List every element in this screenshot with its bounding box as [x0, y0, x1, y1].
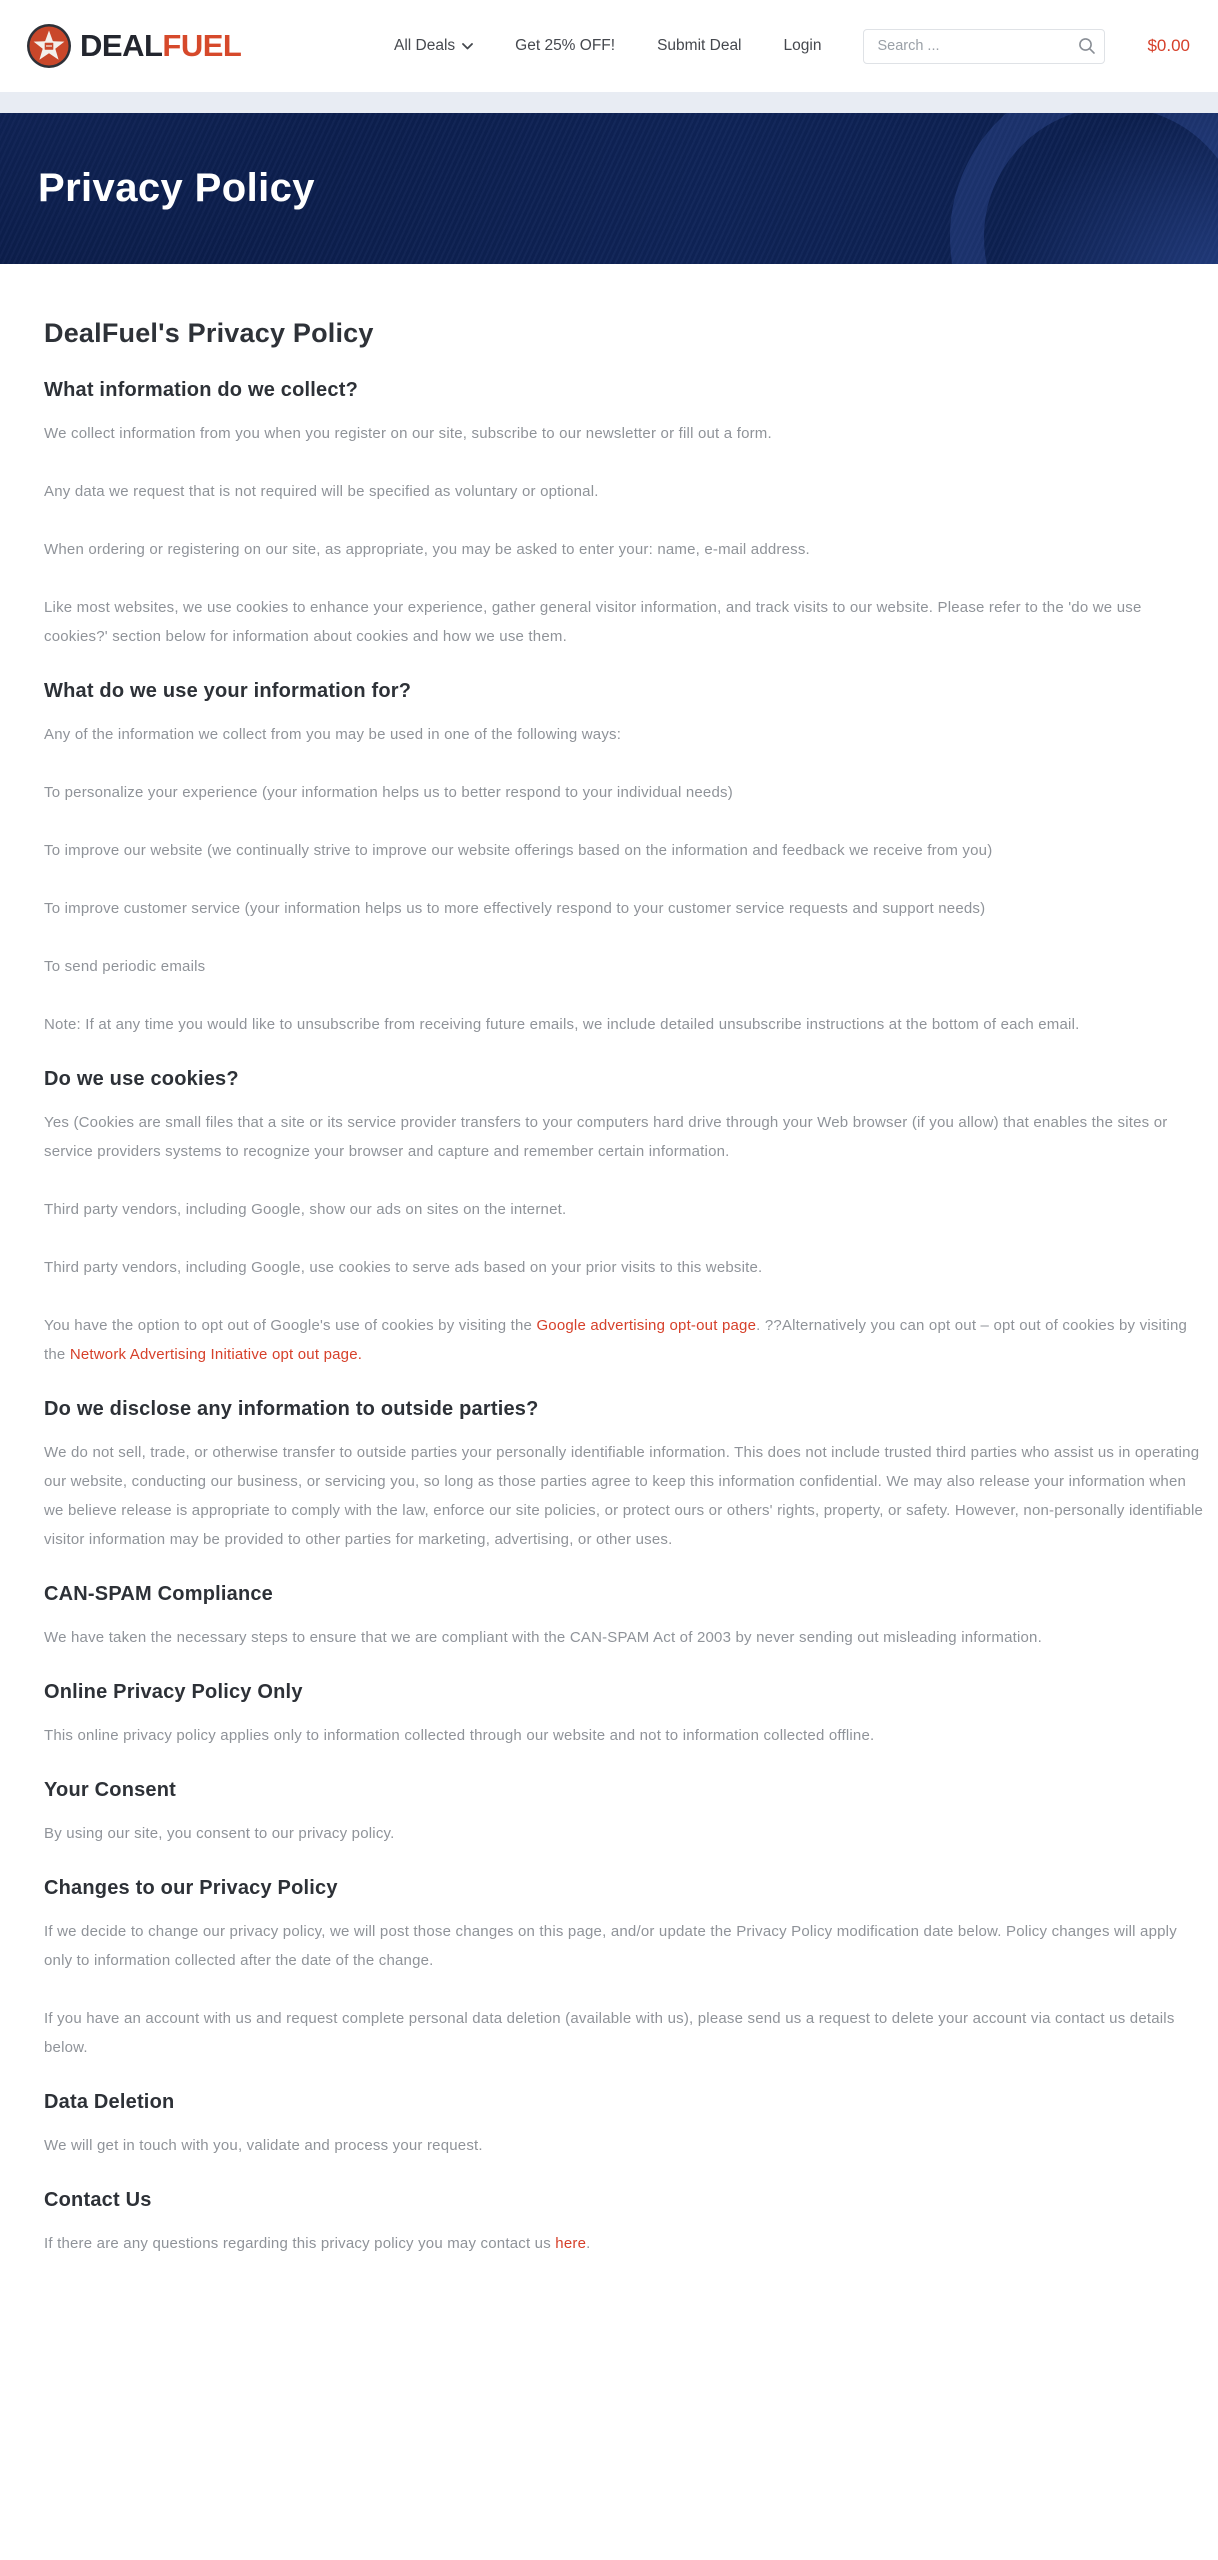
main-content	[0, 318, 1218, 2323]
paragraph: To improve customer service (your information helps us to more effectively respond to your customer service requests and support needs)	[44, 900, 986, 917]
header-divider-strip	[0, 92, 1218, 113]
search-input[interactable]	[863, 29, 1105, 64]
paragraph: Yes (Cookies are small files that a site or its service provider transfers to your computers hard drive through your Web browser (if you allow) that enables the sites or service providers systems to recognize your browser and capture and remember certain information.	[44, 1114, 1168, 1160]
section-heading: Your Consent	[44, 1779, 177, 1801]
section-heading: Changes to our Privacy Policy	[44, 1877, 338, 1899]
paragraph: Note: If at any time you would like to unsubscribe from receiving future emails, we include detailed unsubscribe instructions at the bottom of each email.	[44, 1016, 1080, 1033]
paragraph: To send periodic emails	[44, 958, 206, 975]
policy-sections	[44, 379, 1206, 2258]
dealfuel-logo-icon	[26, 23, 72, 69]
main-nav	[394, 29, 1190, 64]
paragraph: Third party vendors, including Google, show our ads on sites on the internet.	[44, 1201, 567, 1218]
inline-link[interactable]: Google advertising opt-out page	[536, 1317, 757, 1334]
page-banner	[0, 113, 1218, 264]
section-heading: What do we use your information for?	[44, 680, 412, 702]
nav-login[interactable]: Login	[783, 37, 822, 54]
paragraph: When ordering or registering on our site, as appropriate, you may be asked to enter your: name, e-mail address.	[44, 541, 810, 558]
section-heading: Do we disclose any information to outside parties?	[44, 1398, 539, 1420]
site-header	[0, 0, 1218, 92]
paragraph: We do not sell, trade, or otherwise transfer to outside parties your personally identifiable information. This does not include trusted third parties who assist us in operating our website, conducting our business, or servicing you, so long as those parties agree to keep this information confidential. We may also release your information when we believe release is appropriate to comply with the law, enforce our site policies, or protect ours or others' rights, property, or safety. However, non-personally identifiable visitor information may be provided to other parties for marketing, advertising, or other uses.	[44, 1444, 1204, 1548]
nav-get-25-off[interactable]: Get 25% OFF!	[515, 37, 616, 54]
paragraph: Like most websites, we use cookies to enhance your experience, gather general visitor information, and track visits to our website. Please refer to the 'do we use cookies?' section below for information about cookies and how we use them.	[44, 599, 1142, 645]
cart-total[interactable]: $0.00	[1147, 36, 1190, 55]
paragraph: We collect information from you when you register on our site, subscribe to our newsletter or fill out a form.	[44, 425, 772, 442]
search-button[interactable]	[1078, 37, 1096, 55]
chevron-down-icon	[462, 43, 473, 50]
search-box	[863, 29, 1105, 64]
paragraph: Third party vendors, including Google, use cookies to serve ads based on your prior visits to this website.	[44, 1259, 763, 1276]
section-heading: Contact Us	[44, 2189, 152, 2211]
logo-text	[80, 28, 241, 64]
paragraph: To personalize your experience (your information helps us to better respond to your individual needs)	[44, 784, 733, 801]
logo[interactable]	[26, 23, 241, 69]
page-title: DealFuel's Privacy Policy	[44, 318, 374, 348]
section-heading: What information do we collect?	[44, 379, 358, 401]
paragraph: If there are any questions regarding this privacy policy you may contact us here.	[44, 2235, 591, 2252]
nav-submit-deal[interactable]: Submit Deal	[657, 37, 742, 54]
inline-link[interactable]: here	[555, 2235, 587, 2252]
search-icon	[1078, 37, 1096, 55]
section-heading: CAN-SPAM Compliance	[44, 1583, 274, 1605]
nav-all-deals[interactable]	[394, 37, 473, 55]
logo-text-fuel: FUEL	[162, 28, 242, 63]
paragraph: You have the option to opt out of Google's use of cookies by visiting the Google advertising opt-out page. ??Alternatively you can opt out – opt out of cookies by visiting the Network Advertising Initiative opt out page.	[44, 1317, 1188, 1363]
nav-all-deals-label: All Deals	[393, 37, 456, 54]
paragraph: We will get in touch with you, validate and process your request.	[44, 2137, 483, 2154]
section-heading: Do we use cookies?	[44, 1068, 239, 1090]
paragraph: We have taken the necessary steps to ensure that we are compliant with the CAN-SPAM Act of 2003 by never sending out misleading information.	[44, 1629, 1042, 1646]
paragraph: Any of the information we collect from you may be used in one of the following ways:	[44, 726, 622, 743]
logo-text-deal: DEAL	[80, 28, 163, 63]
paragraph: To improve our website (we continually strive to improve our website offerings based on the information and feedback we receive from you)	[44, 842, 993, 859]
paragraph: If you have an account with us and request complete personal data deletion (available with us), please send us a request to delete your account via contact us details below.	[44, 2010, 1175, 2056]
paragraph: This online privacy policy applies only to information collected through our website and not to information collected offline.	[44, 1727, 875, 1744]
section-heading: Data Deletion	[44, 2091, 175, 2113]
inline-link[interactable]: Network Advertising Initiative opt out page.	[69, 1346, 363, 1363]
section-heading: Online Privacy Policy Only	[44, 1681, 303, 1703]
paragraph: If we decide to change our privacy policy, we will post those changes on this page, and/or update the Privacy Policy modification date below. Policy changes will apply only to information collected after the date of the change.	[44, 1923, 1177, 1969]
banner-title: Privacy Policy	[38, 166, 315, 210]
paragraph: By using our site, you consent to our privacy policy.	[44, 1825, 395, 1842]
paragraph: Any data we request that is not required will be specified as voluntary or optional.	[44, 483, 599, 500]
